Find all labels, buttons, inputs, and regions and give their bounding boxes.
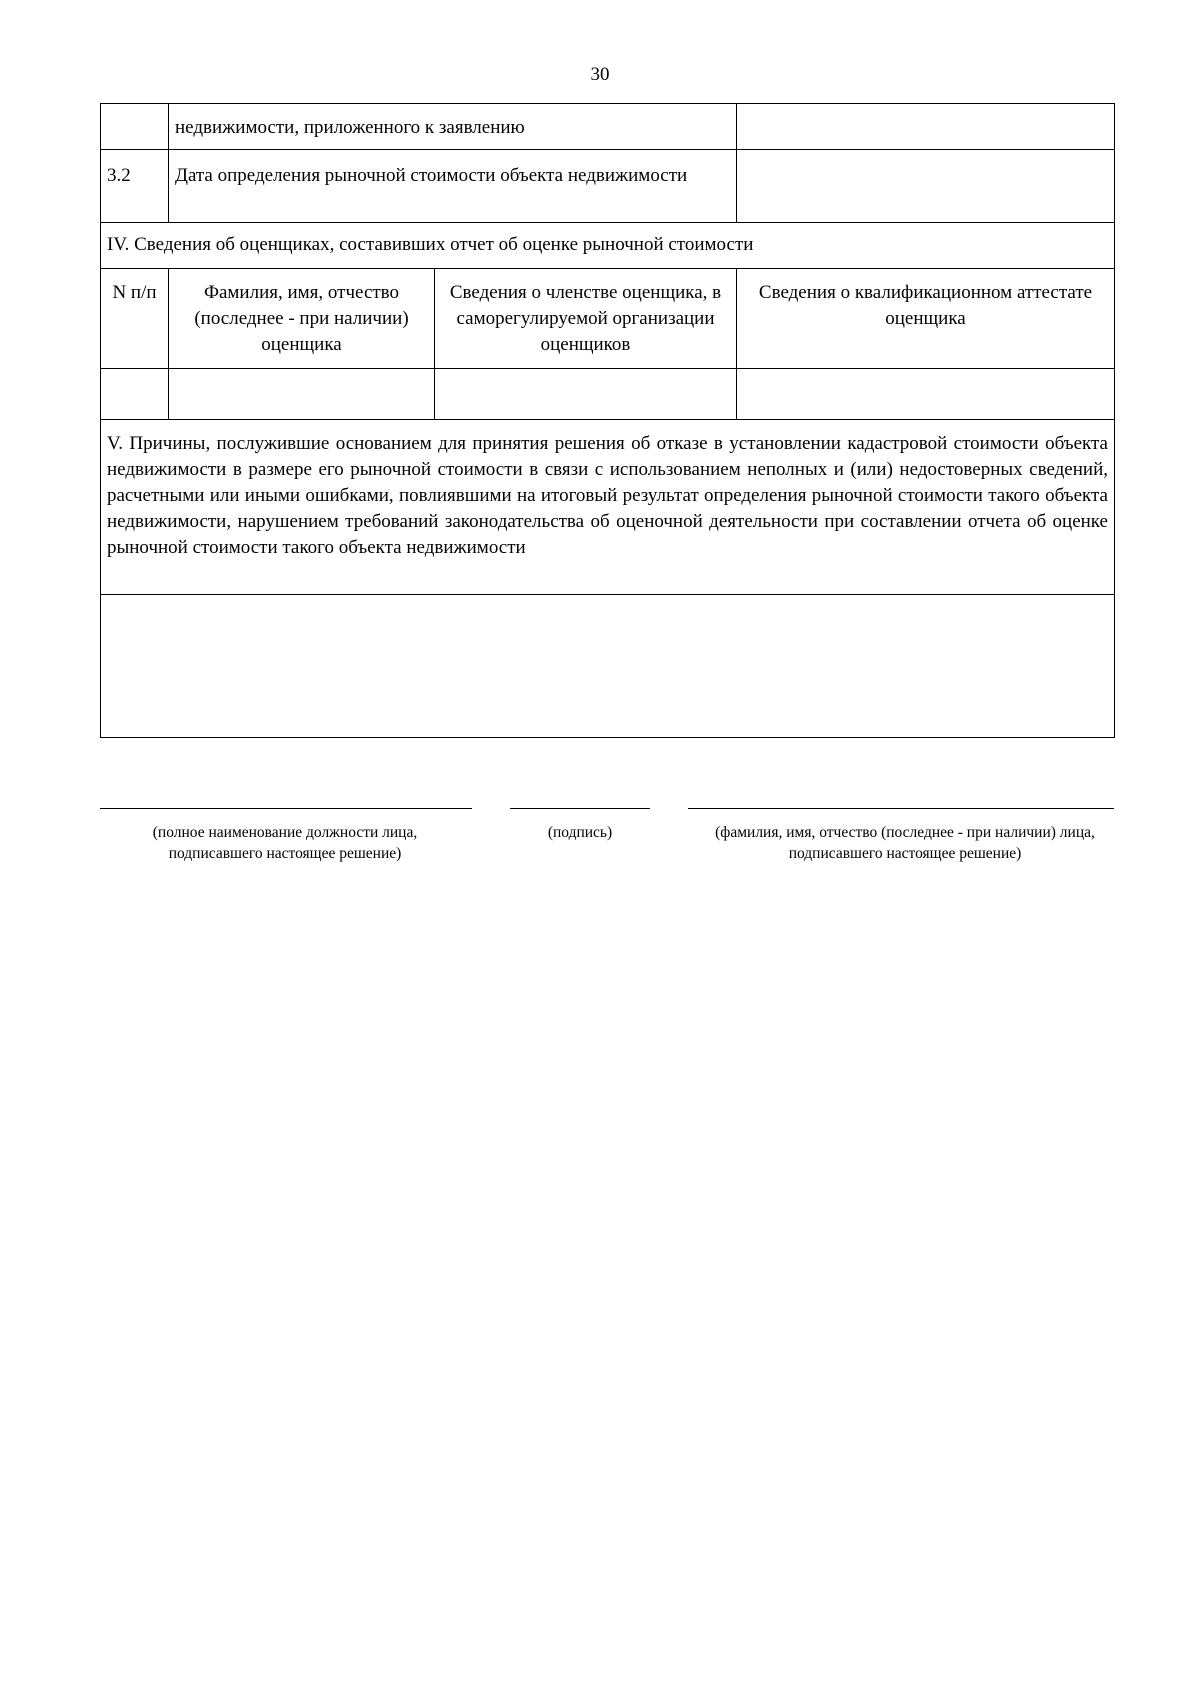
page-number: 30	[590, 64, 610, 85]
empty-cell[interactable]	[169, 369, 435, 420]
empty-cell[interactable]	[737, 369, 1115, 420]
reasons-entry-row	[101, 595, 1115, 738]
position-caption: (полное наименование должности лица, подписавшего настоящее решение)	[152, 824, 418, 862]
column-header-sro-membership: Сведения о членстве оценщика, в саморегулируемой организации оценщиков	[435, 269, 737, 369]
column-header-qualification-certificate: Сведения о квалификационном аттестате оценщика	[737, 269, 1115, 369]
table-row	[101, 150, 1115, 223]
reasons-entry-cell[interactable]	[101, 595, 1115, 738]
name-caption: (фамилия, имя, отчество (последнее - при наличии) лица, подписавшего настоящее решение)	[715, 824, 1095, 862]
signature-caption: (подпись)	[547, 824, 613, 841]
row-number-cell: 3.2	[101, 150, 169, 223]
column-header-number: N п/п	[101, 269, 169, 369]
section-4-title: IV. Сведения об оценщиках, составивших отчет об оценке рыночной стоимости	[101, 223, 1115, 269]
empty-cell[interactable]	[435, 369, 737, 420]
row-label-cell: Дата определения рыночной стоимости объекта недвижимости	[169, 150, 737, 223]
appraisers-header-row	[101, 269, 1115, 369]
row-value-cell[interactable]	[737, 150, 1115, 223]
row-label-cell: недвижимости, приложенного к заявлению	[169, 104, 737, 150]
row-number-cell	[101, 104, 169, 150]
position-signature-line	[100, 808, 472, 809]
section-heading-row	[101, 420, 1115, 595]
section-5-text: V. Причины, послужившие основанием для принятия решения об отказе в установлении кадастровой стоимости объекта недвижимости в размере его рыночной стоимости в связи с использованием неполных и (или) недостоверных сведений, расчетными или иными ошибками, повлиявшими на итоговый результат определения рыночной стоимости такого объекта недвижимости, нарушением требований законодательства об оценочной деятельности при составлении отчета об оценке рыночной стоимости такого объекта недвижимости	[101, 420, 1115, 595]
row-value-cell[interactable]	[737, 104, 1115, 150]
name-signature-line	[688, 808, 1114, 809]
column-header-full-name: Фамилия, имя, отчество (последнее - при наличии) оценщика	[169, 269, 435, 369]
appraiser-data-row	[101, 369, 1115, 420]
empty-cell[interactable]	[101, 369, 169, 420]
table-row	[101, 104, 1115, 150]
signature-line	[510, 808, 650, 809]
decision-form-table	[100, 103, 1115, 738]
section-heading-row	[101, 223, 1115, 269]
